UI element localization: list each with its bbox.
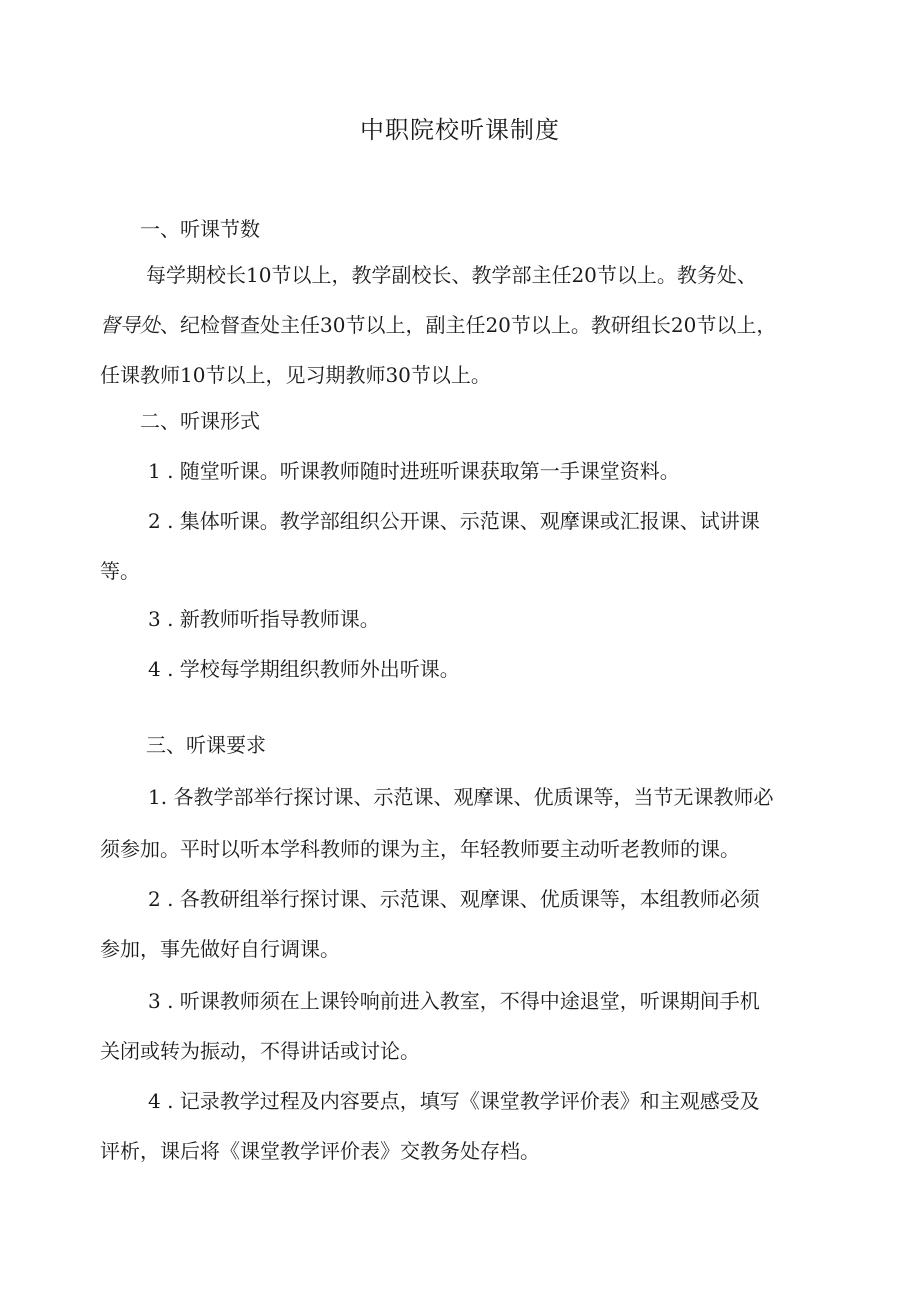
list-item-line: 3 . 新教师听指导教师课。 bbox=[148, 607, 380, 631]
section-heading: 一、听课节数 bbox=[140, 217, 260, 241]
list-item-line: 2 . 集体听课。教学部组织公开课、示范课、观摩课或汇报课、试讲课 bbox=[148, 509, 760, 533]
section-heading: 三、听课要求 bbox=[146, 733, 266, 757]
paragraph-line: 任课教师10节以上，见习期教师30节以上。 bbox=[100, 363, 491, 387]
list-item-line: 参加，事先做好自行调课。 bbox=[100, 937, 340, 961]
list-item-line: 4 . 记录教学过程及内容要点，填写《课堂教学评价表》和主观感受及 bbox=[148, 1089, 760, 1113]
list-item-line: 2 . 各教研组举行探讨课、示范课、观摩课、优质课等，本组教师必须 bbox=[148, 887, 760, 911]
list-item-line: 3 . 听课教师须在上课铃响前进入教室，不得中途退堂，听课期间手机 bbox=[148, 989, 760, 1013]
paragraph-text: 、纪检督查处主任30节以上，副主任20节以上。教研组长20节以上， bbox=[160, 313, 777, 337]
paragraph-line: 每学期校长10节以上，教学副校长、教学部主任20节以上。教务处、 bbox=[146, 263, 757, 287]
list-item-line: 4 . 学校每学期组织教师外出听课。 bbox=[148, 657, 460, 681]
italic-text: 督导处 bbox=[100, 313, 160, 337]
section-heading: 二、听课形式 bbox=[140, 409, 260, 433]
document-title: 中职院校听课制度 bbox=[360, 116, 560, 144]
list-item-line: 关闭或转为振动，不得讲话或讨论。 bbox=[100, 1039, 420, 1063]
list-item-line: 等。 bbox=[100, 559, 140, 583]
list-item-line: 1. 各教学部举行探讨课、示范课、观摩课、优质课等，当节无课教师必 bbox=[148, 785, 774, 809]
list-item-line: 评析，课后将《课堂教学评价表》交教务处存档。 bbox=[100, 1139, 540, 1163]
list-item-line: 须参加。平时以听本学科教师的课为主，年轻教师要主动听老教师的课。 bbox=[100, 837, 740, 861]
paragraph-line bbox=[100, 310, 776, 340]
list-item-line: 1 . 随堂听课。听课教师随时进班听课获取第一手课堂资料。 bbox=[148, 459, 680, 483]
